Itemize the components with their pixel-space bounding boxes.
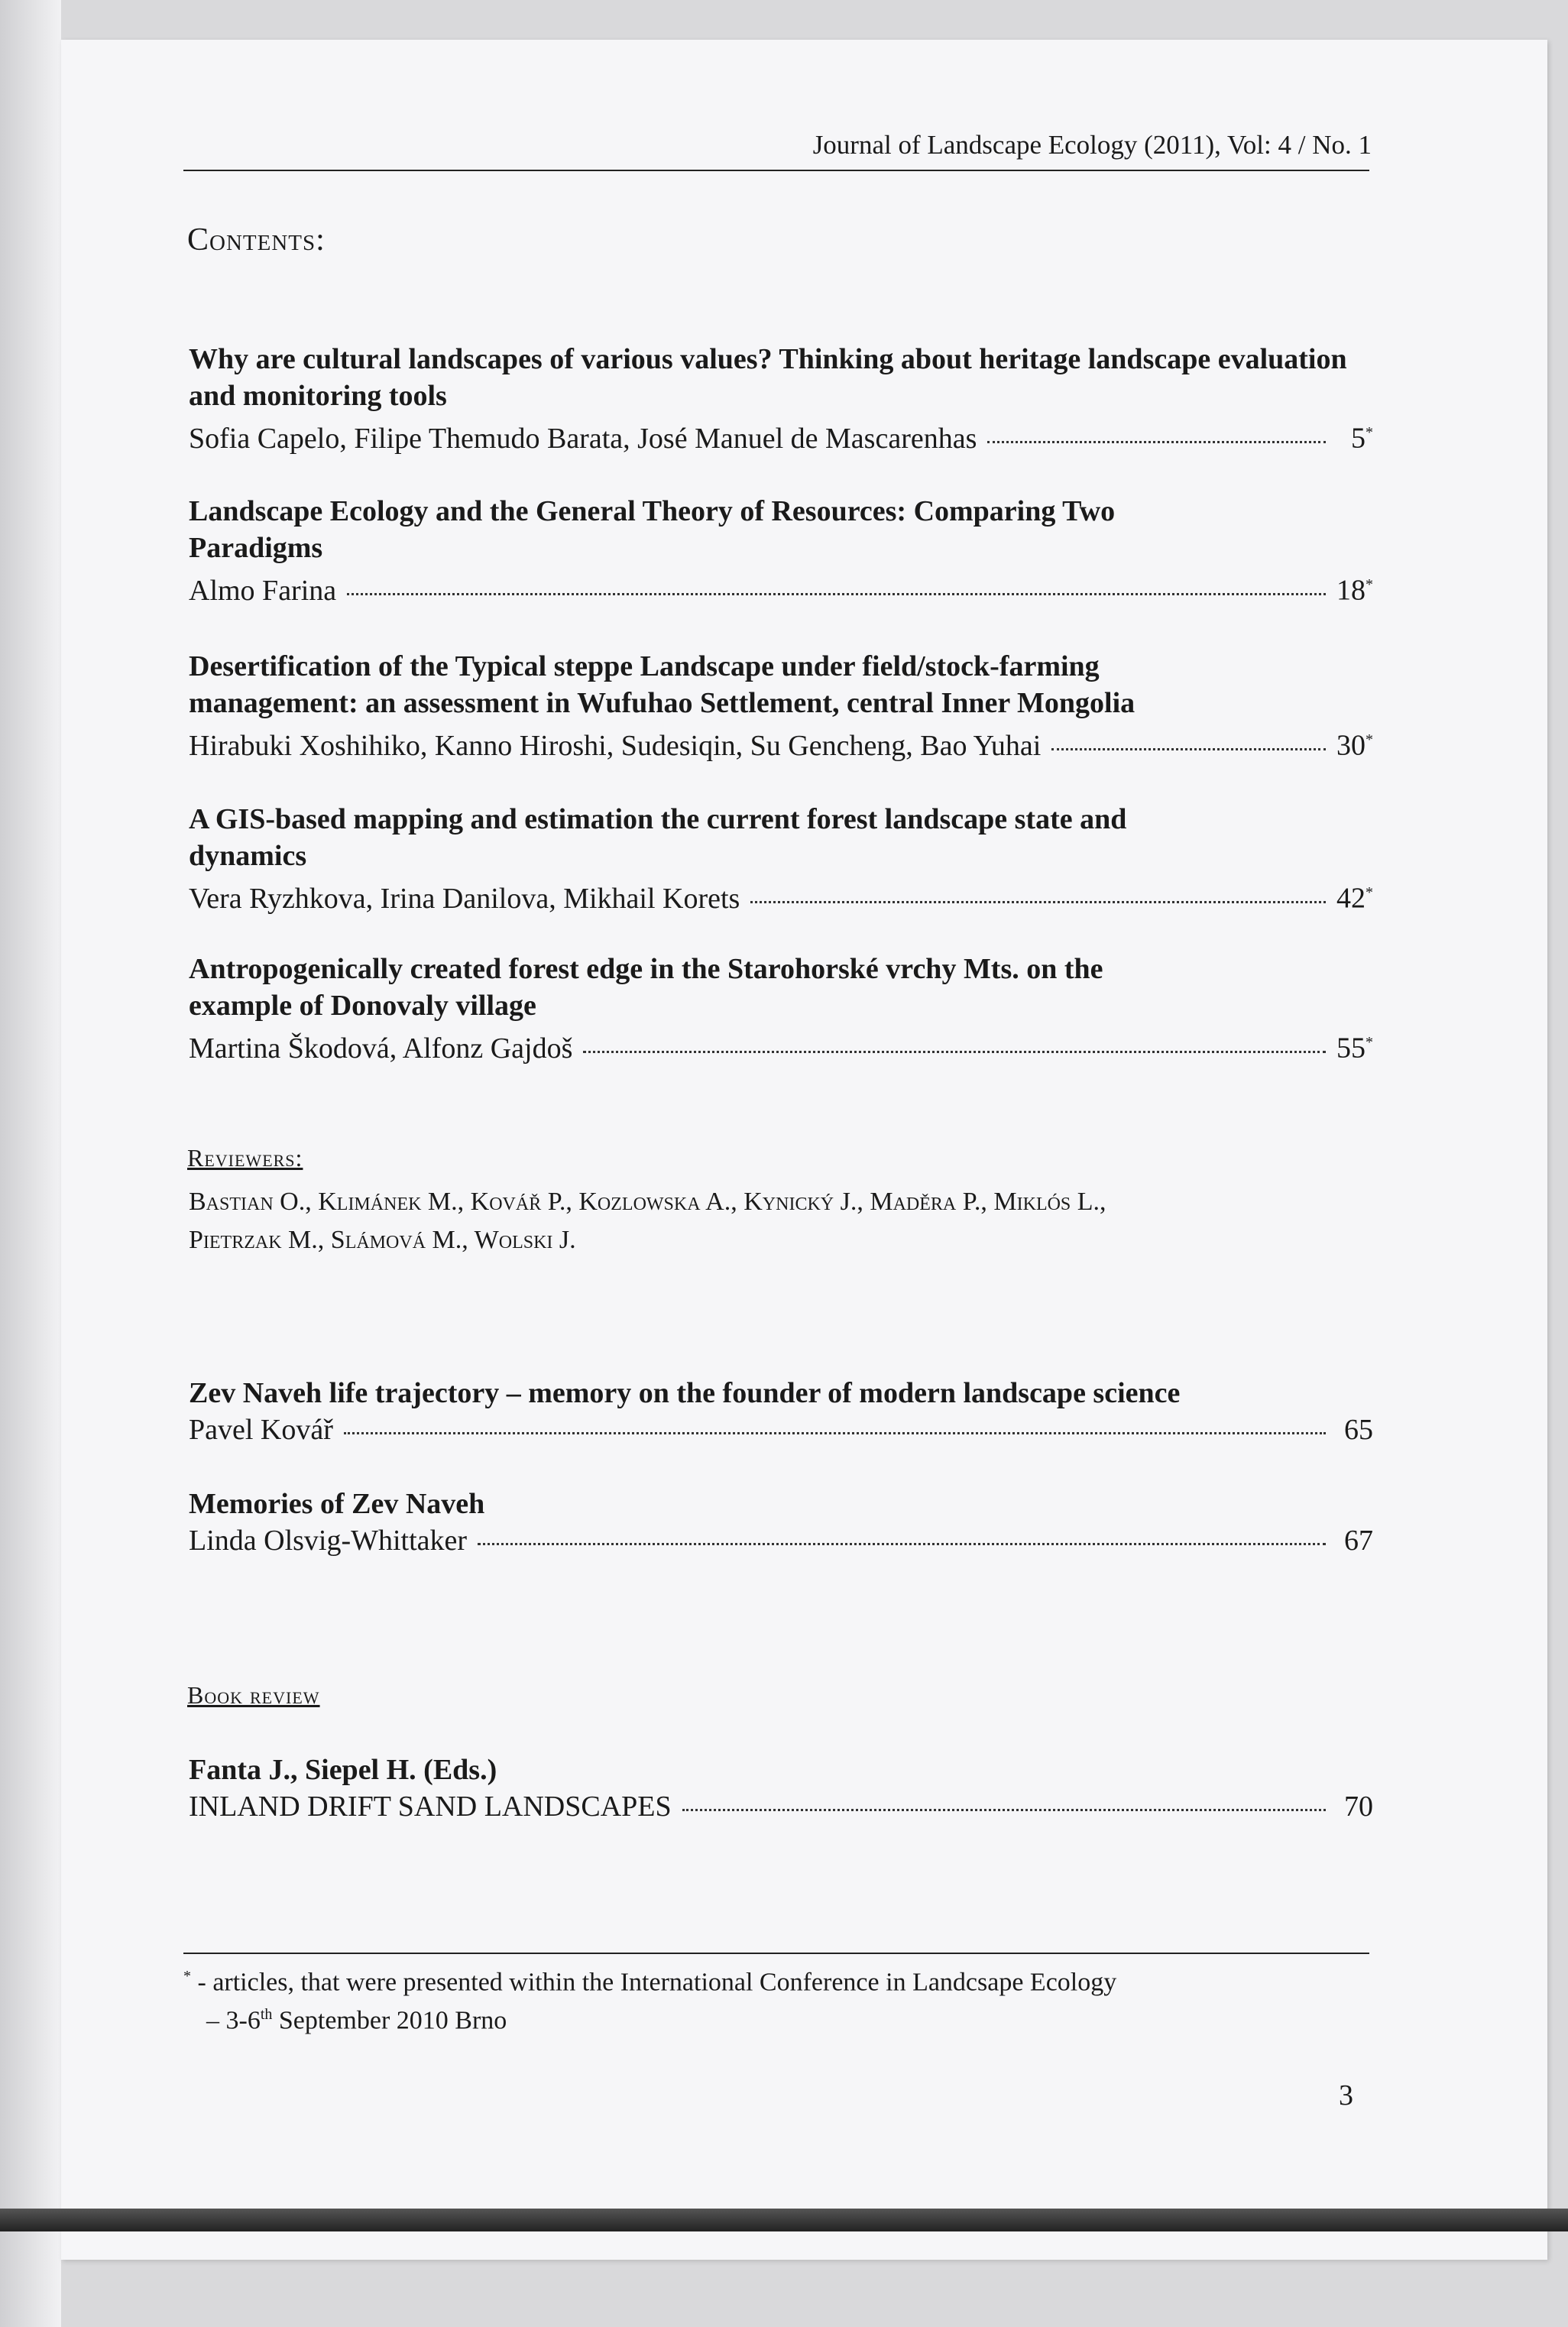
book-review-label: Book review: [187, 1681, 320, 1709]
entry-title: Memories of Zev Naveh: [189, 1488, 485, 1520]
entry-authors: Almo Farina: [189, 574, 337, 607]
entry-title: Landscape Ecology and the General Theory of Resources: Comparing Two Paradigms: [189, 495, 1116, 564]
running-header: Journal of Landscape Ecology (2011), Vol: 4 / No. 1: [812, 130, 1372, 160]
entry-author-line: [189, 874, 1373, 917]
entry-page: 30*: [1336, 729, 1373, 762]
entry-author-line: [189, 566, 1373, 609]
entry-authors: Martina Škodová, Alfonz Gajdoš: [189, 1032, 573, 1065]
dot-leader: [1051, 748, 1326, 750]
dot-leader: [987, 441, 1326, 443]
contents-title: Contents:: [187, 222, 326, 258]
book-page: 70: [1344, 1791, 1373, 1823]
dot-leader: [682, 1809, 1326, 1811]
entry-authors: Vera Ryzhkova, Irina Danilova, Mikhail Korets: [189, 882, 740, 915]
book-editors: Fanta J., Siepel H. (Eds.): [189, 1754, 497, 1786]
reviewers-label: Reviewers:: [187, 1144, 303, 1172]
entry-title: Why are cultural landscapes of various values? Thinking about heritage landscape evaluation and monitoring tools: [189, 343, 1347, 412]
toc-entry: [189, 951, 1373, 1067]
toc-entry: [189, 493, 1373, 609]
page-number: 3: [1339, 2079, 1353, 2111]
entry-title: Antropogenically created forest edge in the Starohorské vrchy Mts. on the example of Donovaly village: [189, 953, 1103, 1022]
toc-entry: [189, 1375, 1373, 1448]
entry-authors: Hirabuki Xoshihiko, Kanno Hiroshi, Sudesiqin, Su Gencheng, Bao Yuhai: [189, 729, 1042, 762]
dot-leader: [750, 901, 1326, 903]
dot-leader: [583, 1051, 1326, 1053]
scan-left-strip: [0, 0, 61, 2327]
dot-leader: [344, 1432, 1326, 1434]
entry-authors: Linda Olsvig-Whittaker: [189, 1525, 468, 1557]
reviewers-line: Bastian O., Klimánek M., Kovář P., Kozlowska A., Kynický J., Maděra P., Miklós L.,: [189, 1188, 1106, 1216]
scan-bottom-edge: [0, 2209, 1568, 2231]
entry-author-line: [189, 1024, 1373, 1067]
entry-author-line: [189, 414, 1373, 457]
reviewers-list: [189, 1183, 1373, 1259]
footnote: [183, 1960, 1375, 2037]
footnote-rule: [183, 1953, 1369, 1954]
book-title: INLAND DRIFT SAND LANDSCAPES: [189, 1791, 672, 1823]
toc-entry: [189, 341, 1373, 457]
toc-entry: [189, 648, 1373, 764]
footnote-line: * - articles, that were presented within the International Conference in Landcsape Ecology: [183, 1968, 1117, 1997]
entry-page: 5*: [1351, 422, 1373, 455]
entry-page: 42*: [1336, 882, 1373, 915]
entry-title: A GIS-based mapping and estimation the current forest landscape state and dynamics: [189, 803, 1127, 872]
entry-page: 55*: [1336, 1032, 1373, 1065]
toc-entry: [189, 1486, 1373, 1559]
dot-leader: [478, 1543, 1326, 1545]
book-title-line: [189, 1788, 1373, 1825]
entry-title: Zev Naveh life trajectory – memory on the founder of modern landscape science: [189, 1377, 1181, 1409]
entry-authors: Sofia Capelo, Filipe Themudo Barata, José Manuel de Mascarenhas: [189, 422, 977, 455]
entry-page: 65: [1344, 1414, 1373, 1446]
entry-authors: Pavel Kovář: [189, 1414, 333, 1446]
entry-author-line: [189, 721, 1373, 764]
header-rule: [183, 170, 1369, 171]
entry-page: 67: [1344, 1525, 1373, 1557]
toc-entry: [189, 801, 1373, 917]
entry-author-line: [189, 1522, 1373, 1559]
book-review-entry: [189, 1752, 1373, 1825]
entry-page: 18*: [1336, 574, 1373, 607]
dot-leader: [347, 593, 1326, 595]
footnote-mark: *: [183, 1968, 191, 1985]
entry-title: Desertification of the Typical steppe Landscape under field/stock-farming management: an assessment in Wufuhao Settlement, central Inner Mongolia: [189, 650, 1136, 719]
reviewers-line: Pietrzak M., Slámová M., Wolski J.: [189, 1226, 576, 1254]
entry-author-line: [189, 1411, 1373, 1448]
footnote-line: – 3-6th September 2010 Brno: [206, 2006, 507, 2035]
